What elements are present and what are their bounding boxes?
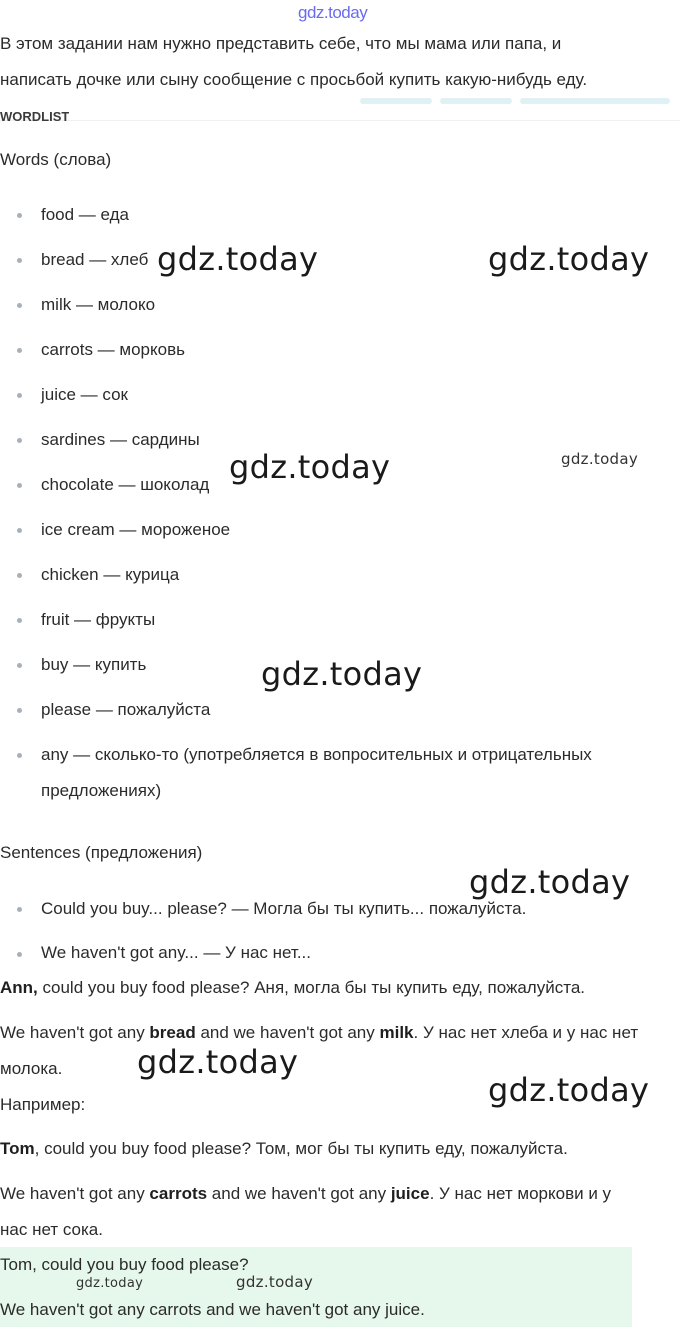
text: and we haven't got any [195,1023,380,1042]
intro-line-1: В этом задании нам нужно представить себе, что мы мама или папа, и [0,34,562,53]
keyword: milk [379,1023,414,1042]
sentences-heading: Sentences (предложения) [0,843,203,862]
word-item: chocolate — шоколад [41,475,210,494]
bullet-icon [17,907,22,912]
watermark: gdz.today [236,1273,314,1291]
word-item: food — еда [41,205,129,224]
for-example-label: Например: [0,1095,86,1114]
bullet-icon [17,393,22,398]
watermark: gdz.today [488,240,650,278]
word-item: milk — молоко [41,295,156,314]
word-item: juice — сок [41,385,128,404]
text: We haven't got any [0,1184,150,1203]
example-2-line-3: нас нет сока. [0,1220,103,1239]
intro-line-2: написать дочке или сыну сообщение с просьбой купить какую-нибудь еду. [0,70,588,89]
keyword: carrots [149,1184,208,1203]
keyword: bread [149,1023,196,1042]
bullet-icon [17,753,22,758]
bullet-icon [17,618,22,623]
example-2-line-2 [0,1184,611,1204]
bullet-icon [17,952,22,957]
example-1-line-1 [0,978,585,998]
watermark: gdz.today [157,240,319,278]
example-2-line-1 [0,1139,568,1159]
bullet-icon [17,663,22,668]
example-2-name: Tom [0,1139,35,1158]
bullet-icon [17,213,22,218]
sentence-item: We haven't got any... — У нас нет... [41,943,311,962]
watermark: gdz.today [229,448,391,486]
tab-pill [360,98,432,104]
wordlist-heading: WORDLIST [0,112,70,121]
bullet-icon [17,528,22,533]
watermark-top: gdz.today [298,3,368,22]
text: We haven't got any [0,1023,150,1042]
example-1-line-2 [0,1023,638,1043]
watermark: gdz.today [261,655,423,693]
bullet-icon [17,573,22,578]
watermark: gdz.today [488,1071,650,1109]
word-item: bread — хлеб [41,250,149,269]
tab-pill [440,98,512,104]
word-item: fruit — фрукты [41,610,156,629]
word-item: please — пожалуйста [41,700,211,719]
watermark: gdz.today [137,1043,299,1081]
example-1-line-3: молока. [0,1059,63,1078]
word-item: buy — купить [41,655,147,674]
bullet-icon [17,348,22,353]
section-divider [0,98,680,121]
text: and we haven't got any [207,1184,391,1203]
bullet-icon [17,303,22,308]
watermark: gdz.today [76,1276,144,1291]
bullet-icon [17,483,22,488]
sentence-item: Could you buy... please? — Могла бы ты купить... пожалуйста. [41,899,527,918]
bullet-icon [17,258,22,263]
answer-line-1: Tom, could you buy food please? [0,1255,249,1274]
word-item: carrots — морковь [41,340,185,359]
bullet-icon [17,708,22,713]
text: . У нас нет моркови и у [429,1184,612,1203]
word-item-continuation: предложениях) [41,781,162,800]
word-item: chicken — курица [41,565,180,584]
answer-line-2: We haven't got any carrots and we haven't got any juice. [0,1300,425,1319]
tab-pill [520,98,670,104]
watermark: gdz.today [469,863,631,901]
example-2-text: , could you buy food please? Том, мог бы ты купить еду, пожалуйста. [34,1139,568,1158]
word-item: any — сколько-то (употребляется в вопросительных и отрицательных [41,745,592,764]
word-item: sardines — сардины [41,430,200,449]
example-1-text: could you buy food please? Аня, могла бы ты купить еду, пожалуйста. [37,978,585,997]
words-heading: Words (слова) [0,150,112,169]
example-1-name: Ann, [0,978,38,997]
keyword: juice [390,1184,430,1203]
word-item: ice cream — мороженое [41,520,231,539]
text: . У нас нет хлеба и у нас нет [413,1023,639,1042]
watermark: gdz.today [561,450,639,468]
bullet-icon [17,438,22,443]
